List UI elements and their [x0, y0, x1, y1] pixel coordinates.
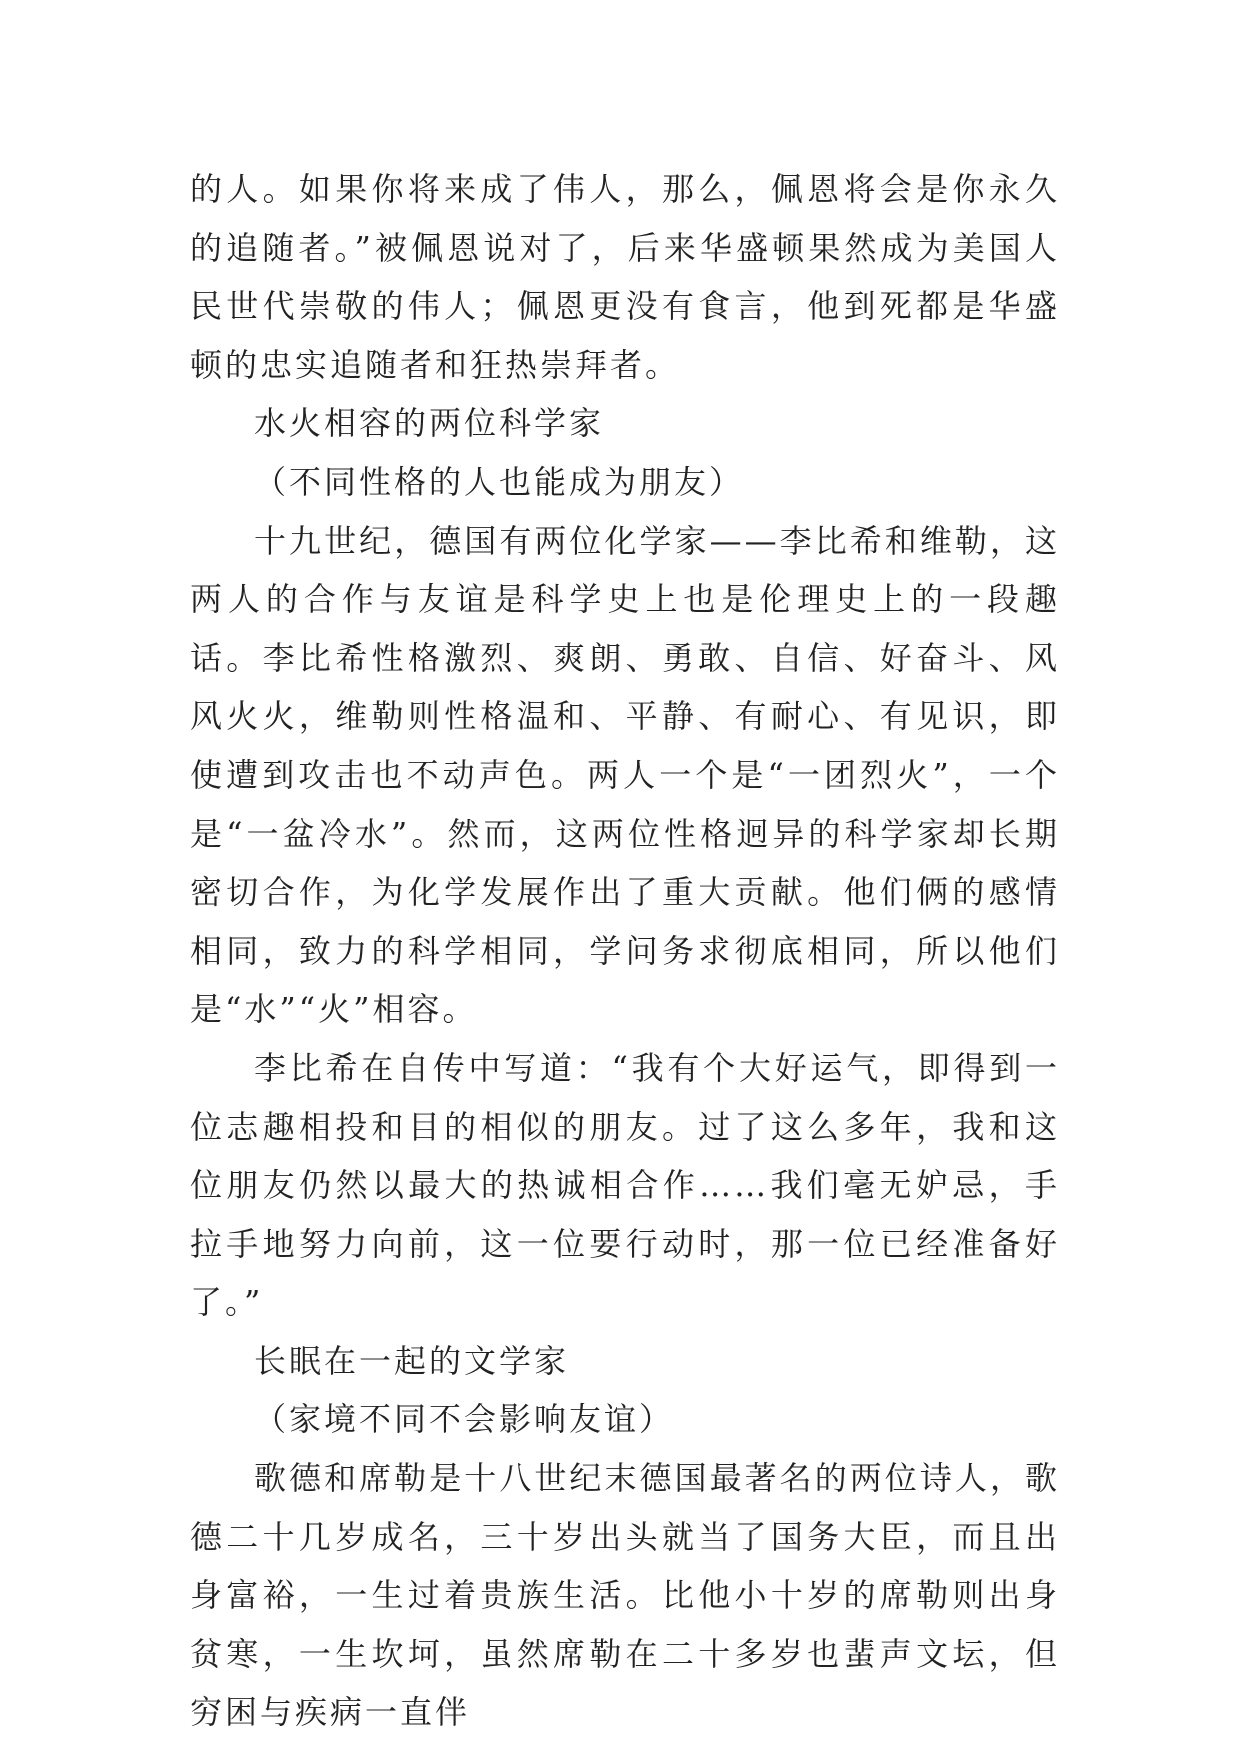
paragraph-goethe-schiller: 歌德和席勒是十八世纪末德国最著名的两位诗人，歌德二十几岁成名，三十岁出头就当了国务大臣，而且出身富裕，一生过着贵族生活。比他小十岁的席勒则出身贫寒，一生坎坷，虽然席勒在二十多岁也蜚声文坛，但穷困与疾病一直伴: [190, 1459, 1060, 1732]
section-heading-writers: 长眠在一起的文学家: [254, 1341, 570, 1380]
paragraph-liebig-wohler: 十九世纪，德国有两位化学家——李比希和维勒，这两人的合作与友谊是科学史上也是伦理史上的一段趣话。李比希性格激烈、爽朗、勇敢、自信、好奋斗、风风火火，维勒则性格温和、平静、有耐心、有见识，即使遭到攻击也不动声色。两人一个是“一团烈火”，一个是“一盆冷水”。然而，这两位性格迥异的科学家却长期密切合作，为化学发展作出了重大贡献。他们俩的感情相同，致力的科学相同，学问务求彻底相同，所以他们是“水”“火”相容。: [190, 521, 1060, 1029]
paragraph-liebig-quote: 李比希在自传中写道：“我有个大好运气，即得到一位志趣相投和目的相似的朋友。过了这么多年，我和这位朋友仍然以最大的热诚相合作……我们毫无妒忌，手拉手地努力向前，这一位要行动时，那一位已经准备好了。”: [190, 1048, 1060, 1322]
paragraph-continuation: 的人。如果你将来成了伟人，那么，佩恩将会是你永久的追随者。”被佩恩说对了，后来华盛顿果然成为美国人民世代崇敬的伟人；佩恩更没有食言，他到死都是华盛顿的忠实追随者和狂热崇拜者。: [190, 170, 1060, 384]
section-subheading-writers: （家境不同不会影响友谊）: [254, 1400, 675, 1439]
section-heading-scientists: 水火相容的两位科学家: [254, 404, 605, 443]
body-text: [190, 160, 1060, 1742]
section-subheading-scientists: （不同性格的人也能成为朋友）: [254, 462, 745, 501]
